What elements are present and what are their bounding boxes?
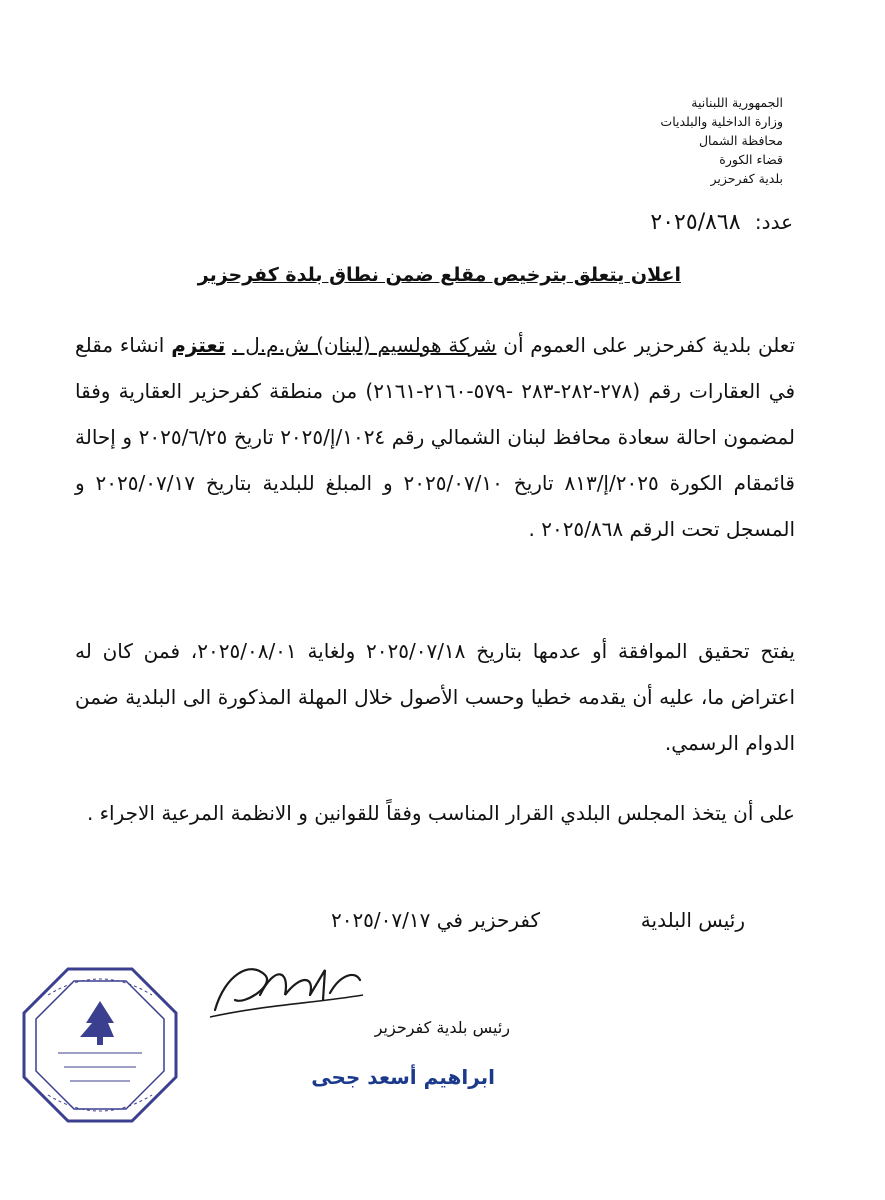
handwritten-signature: [205, 955, 365, 1025]
paragraph1-intro: تعلن بلدية كفرحزير على العموم أن: [503, 333, 796, 357]
letterhead: [523, 93, 783, 188]
paragraph-inquiry: [75, 628, 795, 766]
cedar-icon: [80, 1001, 114, 1045]
paragraph-announcement: [75, 322, 795, 552]
letterhead-line-ministry: وزارة الداخلية والبلديات: [660, 114, 783, 129]
signature-title: رئيس بلدية كفرحزير: [374, 1018, 510, 1037]
municipal-seal-stamp: [20, 965, 180, 1125]
reference-number: [650, 210, 793, 235]
paragraph1-details: انشاء مقلع في العقارات رقم (٢٧٨-٢٨٢-٢٨٣ -٥٧٩-٢١٦٠-٢١٦١) من منطقة كفرحزير العقارية وفقا لمضمون احالة سعادة محافظ لبنان الشمالي رقم ١٠٢٤/إ/٢٠٢٥ تاريخ ٢٠٢٥/٦/٢٥ و إحالة قائمقام الكورة ٢٠٢٥/إ/٨١٣ تاريخ ٢٠٢٥/٠٧/١٠ و المبلغ للبلدية بتاريخ ٢٠٢٥/٠٧/١٧ و المسجل تحت الرقم ٢٠٢٥/٨٦٨ .: [75, 333, 796, 541]
letterhead-line-municipality: بلدية كفرحزير: [710, 171, 783, 186]
letterhead-line-district: قضاء الكورة: [719, 152, 783, 167]
paragraph1-verb: تعتزم: [171, 333, 226, 357]
paragraph3-text: على أن يتخذ المجلس البلدي القرار المناسب وفقاً للقوانين و الانظمة المرعية الاجراء .: [86, 801, 795, 825]
letterhead-line-governorate: محافظة الشمال: [698, 133, 783, 148]
signature-name: ابراهيم أسعد جحى: [311, 1065, 495, 1089]
company-name: شركة هولسيم (لبنان) ش.م.ل .: [232, 333, 497, 357]
reference-label: عدد:: [754, 210, 793, 234]
announcement-title: اعلان يتعلق بترخيص مقلع ضمن نطاق بلدة كفرحزير: [197, 264, 681, 286]
reference-value: ٢٠٢٥/٨٦٨: [650, 210, 741, 235]
place-and-date: كفرحزير في ٢٠٢٥/٠٧/١٧: [330, 908, 540, 932]
mayor-label: رئيس البلدية: [640, 908, 745, 932]
paragraph-decision: [75, 790, 795, 836]
paragraph2-text: يفتح تحقيق الموافقة أو عدمها بتاريخ ٢٠٢٥/٠٧/١٨ ولغاية ٢٠٢٥/٠٨/٠١، فمن كان له اعتراض ما، عليه أن يقدمه خطيا وحسب الأصول خلال المهلة المذكورة الى البلدية ضمن الدوام الرسمي.: [75, 639, 795, 755]
letterhead-line-republic: الجمهورية اللبنانية: [691, 95, 783, 110]
